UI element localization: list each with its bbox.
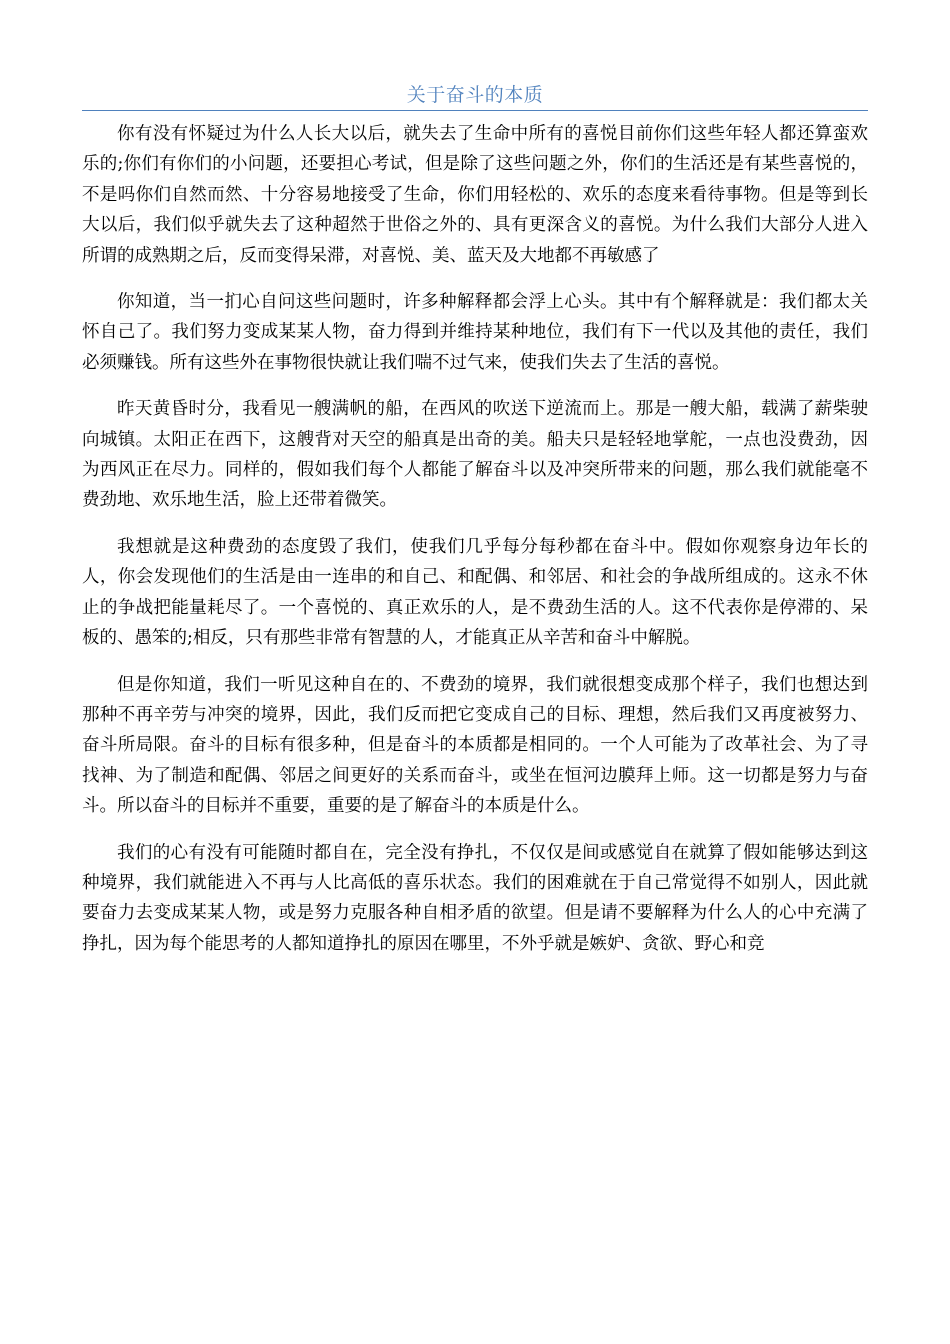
paragraph: 但是你知道，我们一听见这种自在的、不费劲的境界，我们就很想变成那个样子，我们也想达到那种不再辛劳与冲突的境界，因此，我们反而把它变成自己的目标、理想，然后我们又再度被努力、奋斗所局限。奋斗的目标有很多种，但是奋斗的本质都是相同的。一个人可能为了改革社会、为了寻找神、为了制造和配偶、邻居之间更好的关系而奋斗，或坐在恒河边膜拜上师。这一切都是努力与奋斗。所以奋斗的目标并不重要，重要的是了解奋斗的本质是什么。	[82, 674, 868, 817]
page-header-title: 关于奋斗的本质	[406, 84, 544, 106]
paragraph: 我想就是这种费劲的态度毁了我们，使我们几乎每分每秒都在奋斗中。假如你观察身边年长的人，你会发现他们的生活是由一连串的和自己、和配偶、和邻居、和社会的争战所组成的。这永不休止的争战把能量耗尽了。一个喜悦的、真正欢乐的人，是不费劲生活的人。这不代表你是停滞的、呆板的、愚笨的;相反，只有那些非常有智慧的人，才能真正从辛苦和奋斗中解脱。	[82, 536, 868, 649]
paragraph: 你知道，当一扪心自问这些问题时，许多种解释都会浮上心头。其中有个解释就是：我们都太关怀自己了。我们努力变成某某人物，奋力得到并维持某种地位，我们有下一代以及其他的责任，我们必须赚钱。所有这些外在事物很快就让我们喘不过气来，使我们失去了生活的喜悦。	[82, 292, 868, 373]
paragraph: 我们的心有没有可能随时都自在，完全没有挣扎，不仅仅是间或感觉自在就算了假如能够达到这种境界，我们就能进入不再与人比高低的喜乐状态。我们的困难就在于自己常觉得不如别人，因此就要奋力去变成某某人物，或是努力克服各种自相矛盾的欲望。但是请不要解释为什么人的心中充满了挣扎，因为每个能思考的人都知道挣扎的原因在哪里，不外乎就是嫉妒、贪欲、野心和竞	[82, 842, 868, 954]
document-body	[82, 119, 868, 975]
page-header	[82, 80, 868, 111]
paragraph: 昨天黄昏时分，我看见一艘满帆的船，在西风的吹送下逆流而上。那是一艘大船，载满了薪柴驶向城镇。太阳正在西下，这艘背对天空的船真是出奇的美。船夫只是轻轻地掌舵，一点也没费劲，因为西风正在尽力。同样的，假如我们每个人都能了解奋斗以及冲突所带来的问题，那么我们就能毫不费劲地、欢乐地生活，脸上还带着微笑。	[82, 399, 868, 511]
paragraph: 你有没有怀疑过为什么人长大以后，就失去了生命中所有的喜悦目前你们这些年轻人都还算蛮欢乐的;你们有你们的小问题，还要担心考试，但是除了这些问题之外，你们的生活还是有某些喜悦的，不是吗你们自然而然、十分容易地接受了生命，你们用轻松的、欢乐的态度来看待事物。但是等到长大以后，我们似乎就失去了这种超然于世俗之外的、具有更深含义的喜悦。为什么我们大部分人进入所谓的成熟期之后，反而变得呆滞，对喜悦、美、蓝天及大地都不再敏感了	[82, 124, 868, 266]
